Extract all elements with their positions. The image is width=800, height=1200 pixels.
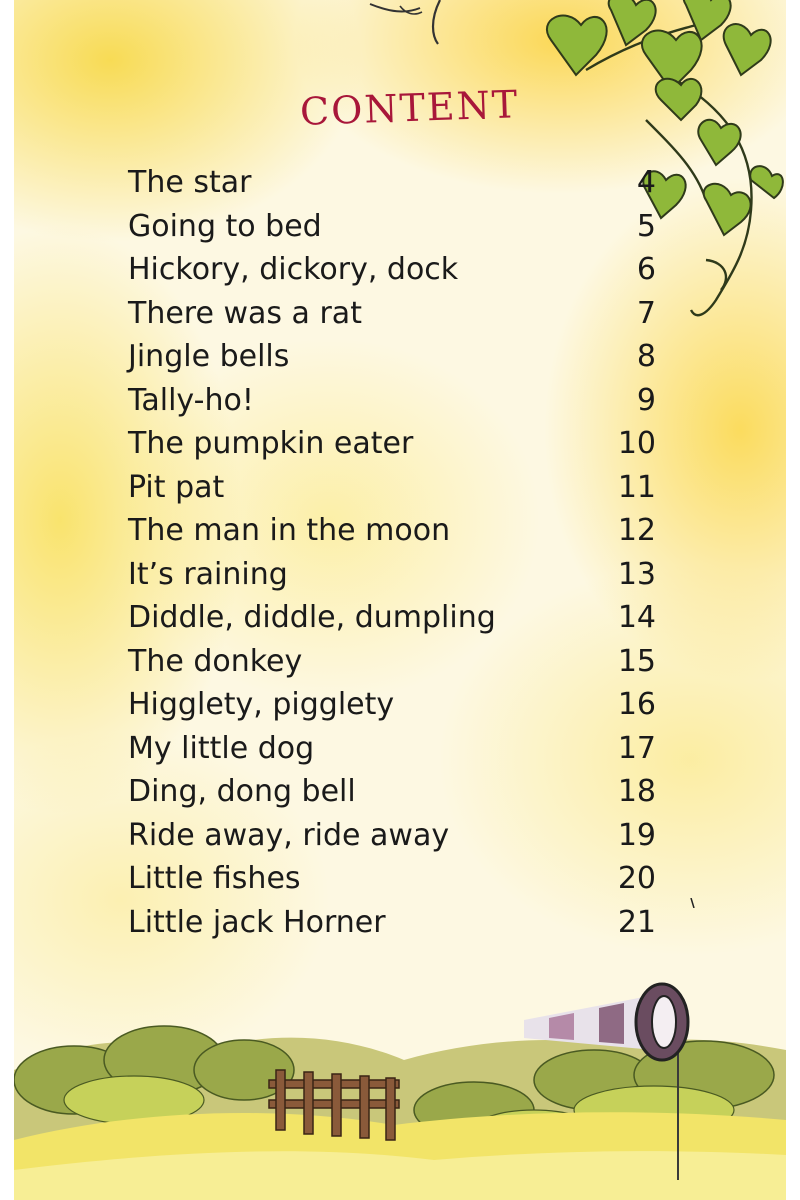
toc-entry-title: The pumpkin eater [128, 425, 414, 461]
toc-entry [128, 508, 656, 552]
toc-entry-page-number: 6 [636, 251, 656, 287]
toc-entry [128, 595, 656, 639]
toc-entry-page-number: 17 [617, 730, 656, 766]
toc-entry-title: Hickory, dickory, dock [128, 251, 459, 287]
toc-entry-title: The star [128, 164, 252, 200]
toc-entry-page-number: 5 [636, 208, 656, 244]
toc-entry [128, 639, 656, 683]
toc-entry-page-number: 4 [636, 164, 656, 200]
toc-entry [128, 160, 656, 204]
toc-entry-page-number: 14 [617, 599, 656, 635]
toc-entry-page-number: 19 [617, 817, 656, 853]
toc-entry-title: Jingle bells [128, 338, 290, 374]
toc-entry-title: Going to bed [128, 208, 322, 244]
toc-entry-page-number: 21 [617, 904, 656, 940]
page-title: CONTENT [299, 82, 520, 134]
toc-entry-title: Little fishes [128, 860, 301, 896]
toc-entry-page-number: 8 [636, 338, 656, 374]
toc-entry-title: Tally-ho! [128, 382, 254, 418]
bird-wing-illustration [360, 0, 470, 60]
toc-entry-page-number: 20 [617, 860, 656, 896]
toc-entry-page-number: 10 [617, 425, 656, 461]
toc-entry-title: Ride away, ride away [128, 817, 450, 853]
countryside-landscape-illustration [14, 940, 786, 1200]
toc-entry-page-number: 11 [617, 469, 656, 505]
ink-mark [690, 898, 696, 908]
toc-entry-page-number: 9 [636, 382, 656, 418]
toc-entry [128, 769, 656, 813]
toc-entry-title: The man in the moon [128, 512, 451, 548]
toc-entry-title: Diddle, diddle, dumpling [128, 599, 496, 635]
toc-entry-title: It’s raining [128, 556, 288, 592]
toc-entry [128, 421, 656, 465]
toc-entry [128, 378, 656, 422]
toc-entry-page-number: 12 [617, 512, 656, 548]
toc-entry [128, 552, 656, 596]
toc-entry-title: The donkey [128, 643, 303, 679]
toc-entry [128, 856, 656, 900]
toc-entry-title: My little dog [128, 730, 315, 766]
toc-entry [128, 900, 656, 944]
toc-entry-title: Pit pat [128, 469, 225, 505]
toc-entry-title: There was a rat [128, 295, 362, 331]
toc-entry [128, 247, 656, 291]
toc-entry-page-number: 16 [617, 686, 656, 722]
toc-entry-title: Ding, dong bell [128, 773, 356, 809]
toc-entry [128, 291, 656, 335]
toc-entry [128, 682, 656, 726]
toc-entry-page-number: 15 [617, 643, 656, 679]
toc-entry [128, 204, 656, 248]
toc-entry [128, 465, 656, 509]
toc-entry-page-number: 13 [617, 556, 656, 592]
toc-entry-title: Higglety, pigglety [128, 686, 395, 722]
toc-entry [128, 813, 656, 857]
toc-entry [128, 726, 656, 770]
toc-entry-title: Little jack Horner [128, 904, 386, 940]
toc-entry [128, 334, 656, 378]
toc-entry-page-number: 18 [617, 773, 656, 809]
toc-entry-page-number: 7 [636, 295, 656, 331]
